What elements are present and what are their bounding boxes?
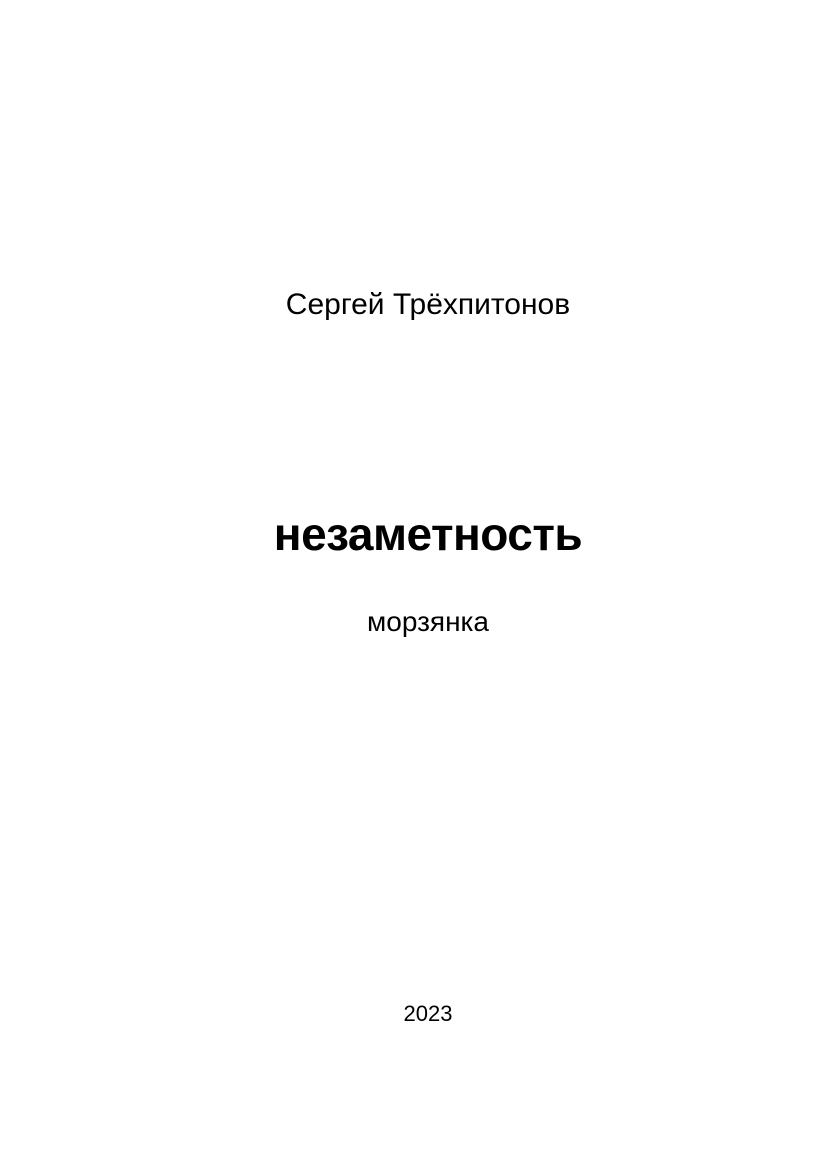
book-title: незаметность	[273, 508, 583, 560]
author-name: Сергей Трёхпитонов	[285, 288, 571, 321]
publication-year: 2023	[403, 1001, 453, 1026]
book-subtitle: морзянка	[367, 606, 489, 637]
